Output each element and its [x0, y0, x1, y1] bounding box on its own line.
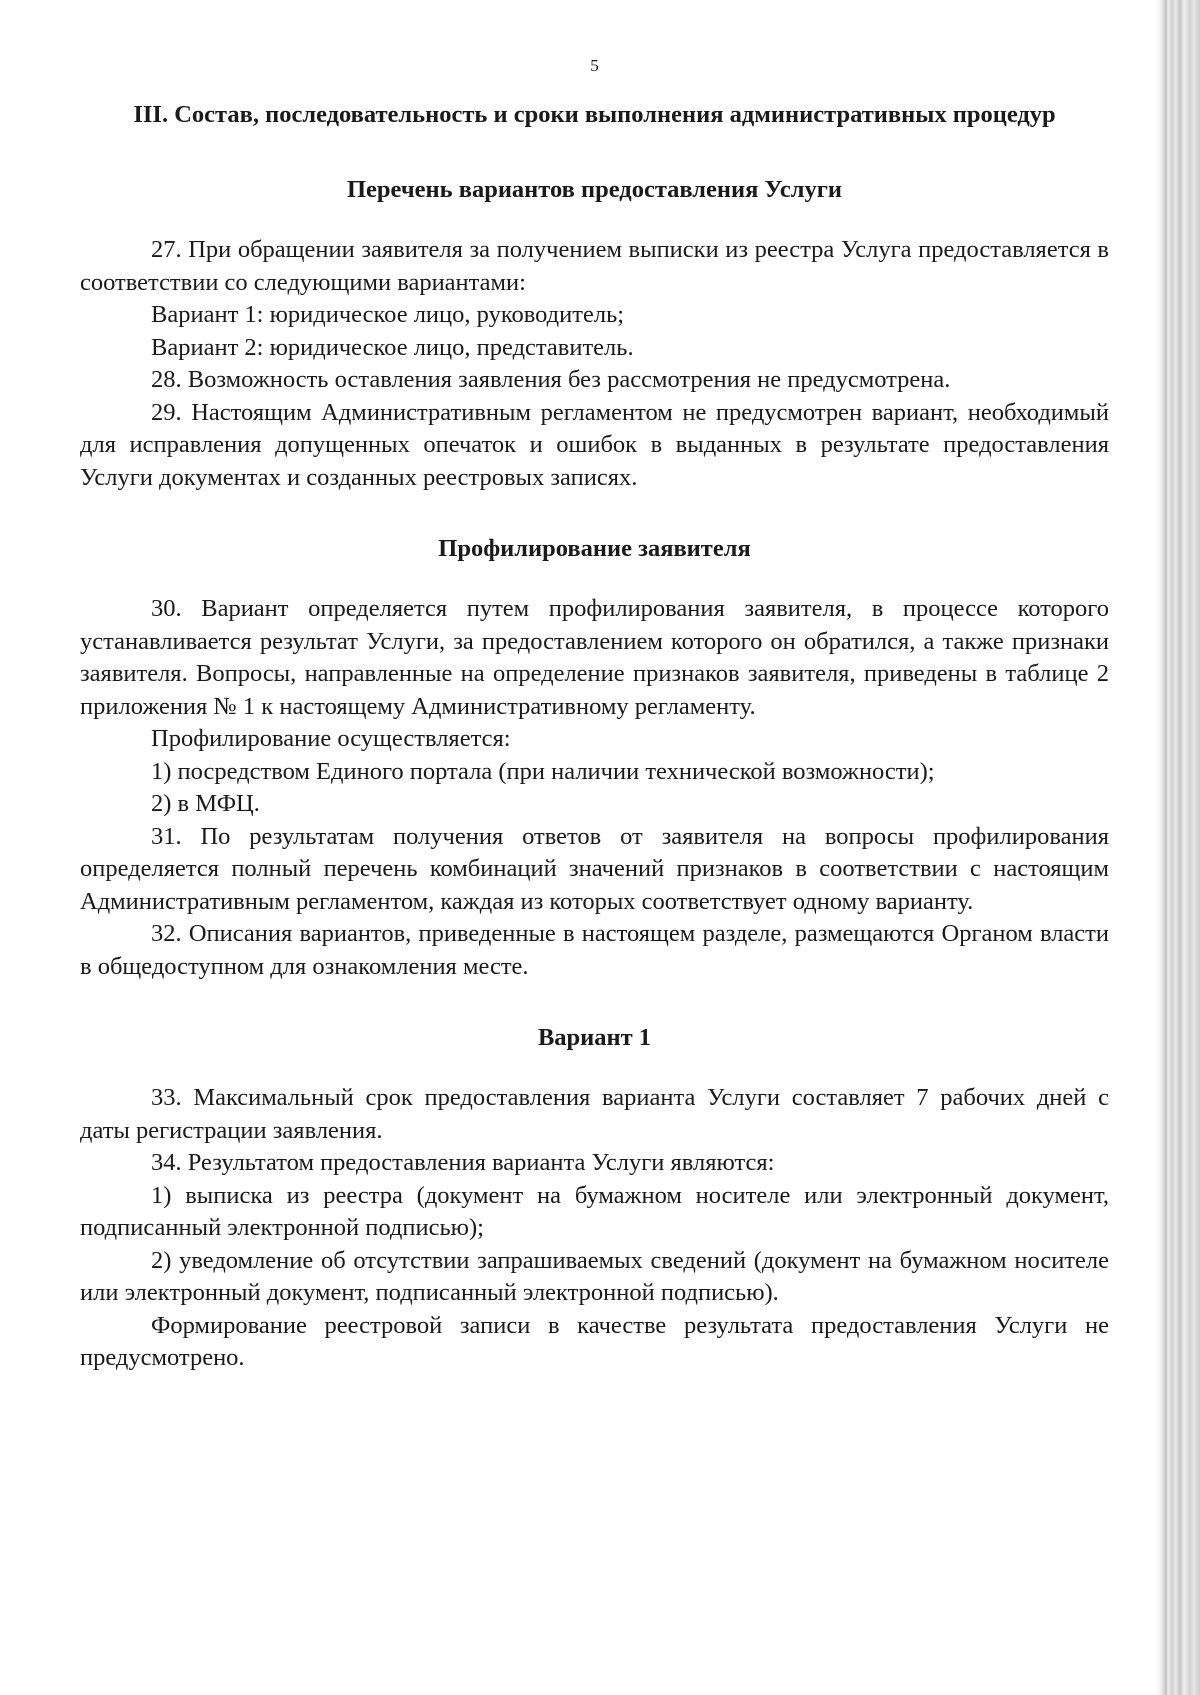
paragraph: 2) в МФЦ.: [151, 790, 260, 817]
subsection-heading: Перечень вариантов предоставления Услуги: [347, 176, 842, 203]
paragraph: 30. Вариант определяется путем профилирования заявителя, в процессе которого устанавливается результат Услуги, за предоставлением которого он обратился, а также признаки заявителя. Вопросы, направленные на определение признаков заявителя, приведены в таблице 2 приложения № 1 к настоящему Административному регламенту.: [80, 595, 1109, 720]
paragraph: Формирование реестровой записи в качестве результата предоставления Услуги не предусмотрено.: [80, 1311, 1109, 1371]
paragraph: 32. Описания вариантов, приведенные в настоящем разделе, размещаются Органом власти в общедоступном для ознакомления месте.: [80, 920, 1109, 980]
paragraph: 1) выписка из реестра (документ на бумажном носителе или электронный документ, подписанный электронной подписью);: [80, 1181, 1109, 1241]
paragraph: 29. Настоящим Административным регламентом не предусмотрен вариант, необходимый для исправления допущенных опечаток и ошибок в выданных в результате предоставления Услуги документах и созданных реестровых записях.: [80, 398, 1109, 491]
paragraph: 28. Возможность оставления заявления без рассмотрения не предусмотрена.: [151, 366, 951, 393]
subsection-heading: Вариант 1: [537, 1024, 652, 1051]
section-spacer: [80, 494, 1109, 532]
paragraph: Вариант 1: юридическое лицо, руководитель;: [151, 301, 625, 328]
paragraph: 34. Результатом предоставления варианта Услуги являются:: [151, 1149, 775, 1176]
section-spacer: [80, 983, 1109, 1021]
paragraph: 27. При обращении заявителя за получением выписки из реестра Услуга предоставляется в соответствии со следующими вариантами:: [80, 236, 1109, 296]
paragraph: 1) посредством Единого портала (при наличии технической возможности);: [151, 757, 935, 785]
paragraph: Вариант 2: юридическое лицо, представитель.: [151, 333, 634, 361]
page-number: 5: [590, 56, 599, 75]
subsection-heading: Профилирование заявителя: [438, 535, 751, 562]
paragraph: 33. Максимальный срок предоставления варианта Услуги составляет 7 рабочих дней с даты регистрации заявления.: [80, 1084, 1109, 1144]
scan-edge-shadow: [1154, 0, 1200, 1695]
paragraph: Профилирование осуществляется:: [151, 725, 511, 752]
section-title: III. Состав, последовательность и сроки выполнения административных процедур: [133, 101, 1056, 128]
paragraph: 2) уведомление об отсутствии запрашиваемых сведений (документ на бумажном носителе или электронный документ, подписанный электронной подписью).: [80, 1246, 1109, 1306]
paragraph: 31. По результатам получения ответов от заявителя на вопросы профилирования определяется полный перечень комбинаций значений признаков в соответствии с настоящим Административным регламентом, каждая из которых соответствует одному варианту.: [80, 822, 1109, 915]
document-body: [80, 56, 1109, 1375]
